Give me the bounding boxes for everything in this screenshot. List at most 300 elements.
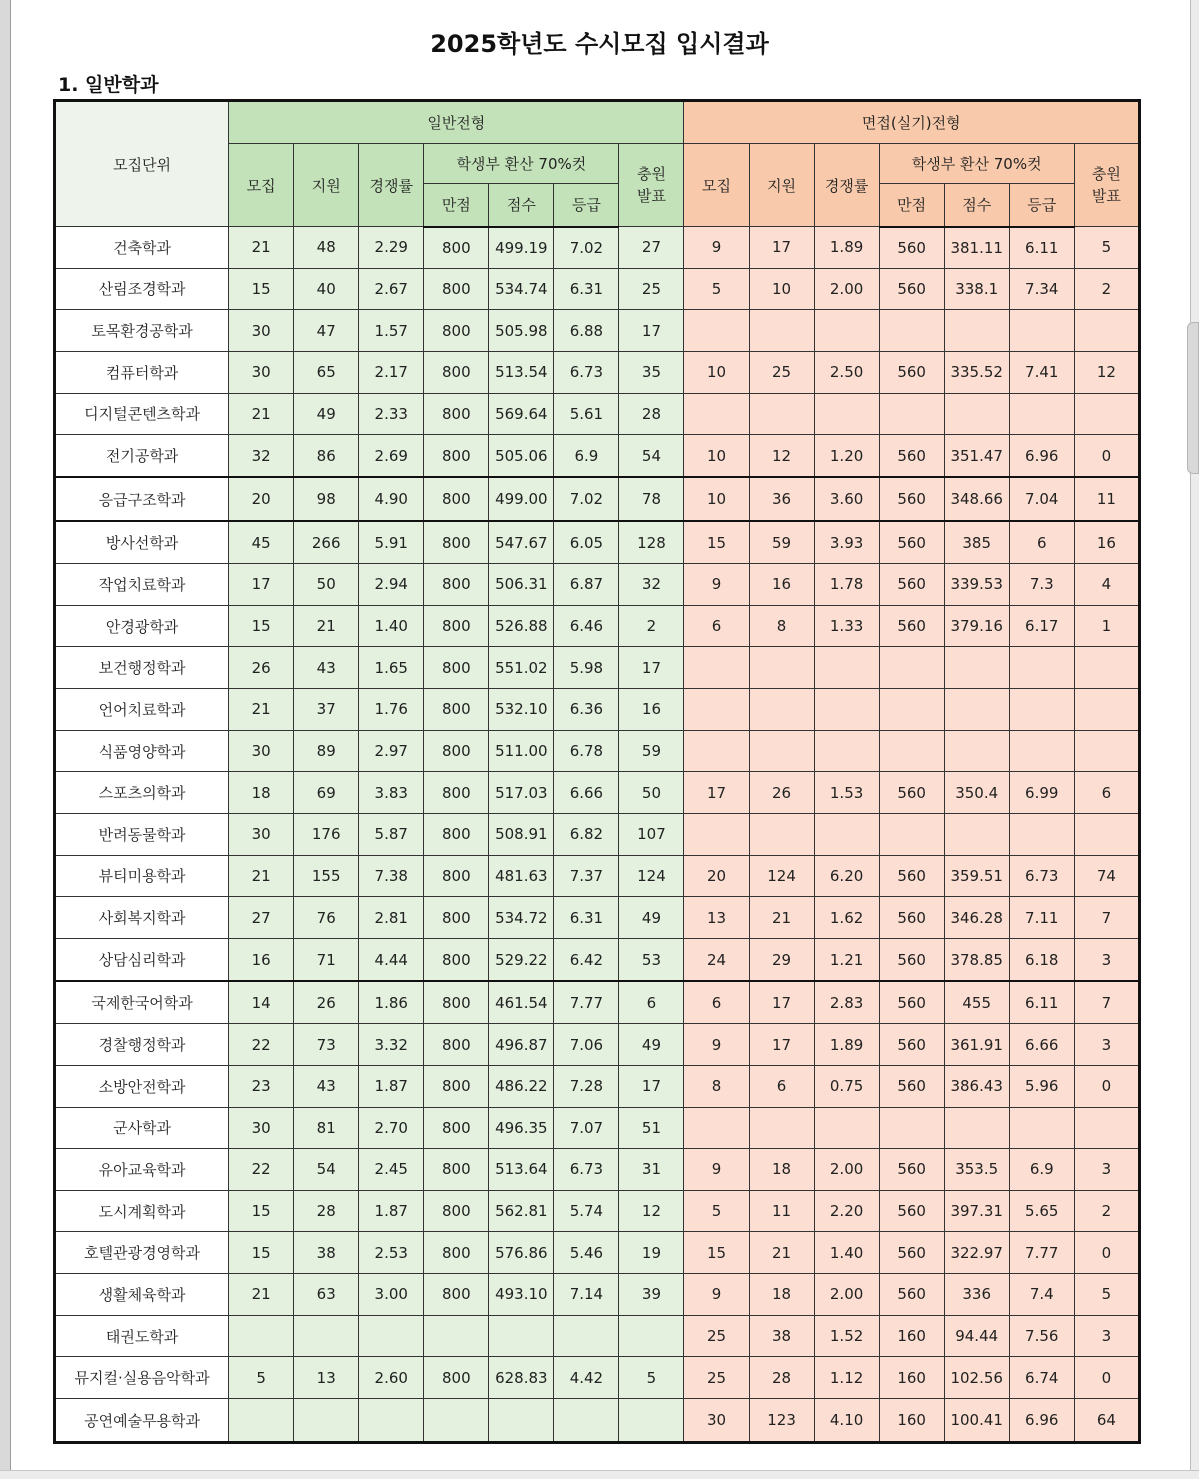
interview-apply-cell <box>749 647 814 689</box>
general-ratio-cell <box>359 1399 424 1443</box>
general-extra-cell <box>619 1315 684 1357</box>
interview-score-cell <box>944 730 1009 772</box>
interview-grade-cell: 7.4 <box>1009 1274 1074 1316</box>
general-apply-cell: 49 <box>294 393 359 435</box>
general-extra-cell: 78 <box>619 477 684 521</box>
general-extra-cell: 17 <box>619 1065 684 1107</box>
interview-ratio-cell: 3.60 <box>814 477 879 521</box>
interview-extra-cell: 5 <box>1074 1274 1139 1316</box>
general-recruit-cell: 23 <box>229 1065 294 1107</box>
table-row <box>55 351 1140 393</box>
general-perfect-cell: 800 <box>424 1274 489 1316</box>
interview-perfect-cell <box>879 1107 944 1149</box>
interview-perfect-cell: 160 <box>879 1399 944 1443</box>
general-ratio-cell: 2.60 <box>359 1357 424 1399</box>
department-name: 건축학과 <box>55 227 229 269</box>
interview-recruit-cell: 10 <box>684 351 749 393</box>
header-general-grade: 등급 <box>554 184 619 227</box>
interview-recruit-cell: 6 <box>684 605 749 647</box>
interview-extra-cell: 0 <box>1074 1232 1139 1274</box>
general-grade-cell: 7.28 <box>554 1065 619 1107</box>
interview-recruit-cell: 6 <box>684 981 749 1024</box>
general-score-cell: 481.63 <box>489 855 554 897</box>
department-name: 토목환경공학과 <box>55 310 229 352</box>
header-interview-grade: 등급 <box>1009 184 1074 227</box>
general-extra-cell: 128 <box>619 521 684 564</box>
interview-recruit-cell: 30 <box>684 1399 749 1443</box>
interview-apply-cell: 18 <box>749 1149 814 1191</box>
general-apply-cell: 40 <box>294 268 359 310</box>
interview-grade-cell <box>1009 393 1074 435</box>
interview-ratio-cell: 4.10 <box>814 1399 879 1443</box>
viewer-right-border <box>1190 0 1191 1479</box>
general-recruit-cell <box>229 1315 294 1357</box>
interview-apply-cell: 16 <box>749 564 814 606</box>
table-row <box>55 689 1140 731</box>
interview-extra-cell: 2 <box>1074 268 1139 310</box>
general-ratio-cell: 1.65 <box>359 647 424 689</box>
interview-grade-cell: 6.96 <box>1009 435 1074 478</box>
general-perfect-cell: 800 <box>424 435 489 478</box>
interview-apply-cell: 124 <box>749 855 814 897</box>
general-score-cell: 508.91 <box>489 814 554 856</box>
general-score-cell: 529.22 <box>489 938 554 981</box>
general-ratio-cell: 3.83 <box>359 772 424 814</box>
general-extra-cell: 124 <box>619 855 684 897</box>
general-apply-cell: 98 <box>294 477 359 521</box>
table-row <box>55 564 1140 606</box>
general-recruit-cell: 22 <box>229 1149 294 1191</box>
department-name: 태권도학과 <box>55 1315 229 1357</box>
interview-grade-cell: 7.34 <box>1009 268 1074 310</box>
header-interview-record70: 학생부 환산 70%컷 <box>879 144 1074 184</box>
interview-grade-cell: 7.04 <box>1009 477 1074 521</box>
general-perfect-cell: 800 <box>424 564 489 606</box>
admission-results-table <box>53 99 1141 1444</box>
department-name: 보건행정학과 <box>55 647 229 689</box>
general-extra-cell: 25 <box>619 268 684 310</box>
general-score-cell: 551.02 <box>489 647 554 689</box>
header-interview-ratio: 경쟁률 <box>814 144 879 227</box>
general-recruit-cell: 5 <box>229 1357 294 1399</box>
table-row <box>55 1357 1140 1399</box>
interview-extra-cell: 11 <box>1074 477 1139 521</box>
general-ratio-cell: 1.76 <box>359 689 424 731</box>
interview-perfect-cell: 560 <box>879 477 944 521</box>
general-extra-cell: 59 <box>619 730 684 772</box>
general-score-cell: 517.03 <box>489 772 554 814</box>
table-row <box>55 1232 1140 1274</box>
interview-extra-cell: 3 <box>1074 1149 1139 1191</box>
interview-perfect-cell: 560 <box>879 1232 944 1274</box>
interview-score-cell: 397.31 <box>944 1190 1009 1232</box>
table-row <box>55 897 1140 939</box>
viewer-left-border <box>10 0 11 1479</box>
general-ratio-cell: 3.32 <box>359 1024 424 1066</box>
department-name: 국제한국어학과 <box>55 981 229 1024</box>
general-apply-cell: 54 <box>294 1149 359 1191</box>
general-ratio-cell: 1.87 <box>359 1190 424 1232</box>
interview-apply-cell: 28 <box>749 1357 814 1399</box>
general-score-cell: 576.86 <box>489 1232 554 1274</box>
general-apply-cell: 43 <box>294 1065 359 1107</box>
interview-recruit-cell: 9 <box>684 1024 749 1066</box>
general-score-cell: 499.00 <box>489 477 554 521</box>
general-extra-cell: 27 <box>619 227 684 269</box>
general-apply-cell: 86 <box>294 435 359 478</box>
general-score-cell: 532.10 <box>489 689 554 731</box>
general-recruit-cell: 26 <box>229 647 294 689</box>
table-row <box>55 1107 1140 1149</box>
general-ratio-cell: 4.90 <box>359 477 424 521</box>
interview-recruit-cell: 9 <box>684 1274 749 1316</box>
interview-grade-cell: 6.73 <box>1009 855 1074 897</box>
department-name: 상담심리학과 <box>55 938 229 981</box>
general-grade-cell <box>554 1399 619 1443</box>
interview-apply-cell: 11 <box>749 1190 814 1232</box>
interview-score-cell: 94.44 <box>944 1315 1009 1357</box>
interview-apply-cell: 59 <box>749 521 814 564</box>
interview-ratio-cell <box>814 393 879 435</box>
interview-grade-cell <box>1009 1107 1074 1149</box>
interview-grade-cell: 6.11 <box>1009 227 1074 269</box>
general-grade-cell: 4.42 <box>554 1357 619 1399</box>
interview-score-cell: 381.11 <box>944 227 1009 269</box>
department-name: 스포츠의학과 <box>55 772 229 814</box>
viewer-bottom-border <box>0 1470 1199 1471</box>
interview-extra-cell: 12 <box>1074 351 1139 393</box>
general-grade-cell: 7.37 <box>554 855 619 897</box>
general-extra-cell: 17 <box>619 647 684 689</box>
table-row <box>55 1024 1140 1066</box>
table-row <box>55 268 1140 310</box>
general-recruit-cell: 21 <box>229 1274 294 1316</box>
interview-extra-cell: 3 <box>1074 938 1139 981</box>
header-interview-perfect: 만점 <box>879 184 944 227</box>
general-grade-cell: 5.98 <box>554 647 619 689</box>
department-name: 식품영양학과 <box>55 730 229 772</box>
general-grade-cell <box>554 1315 619 1357</box>
department-name: 소방안전학과 <box>55 1065 229 1107</box>
interview-recruit-cell: 5 <box>684 268 749 310</box>
interview-ratio-cell <box>814 689 879 731</box>
interview-perfect-cell: 560 <box>879 1024 944 1066</box>
interview-apply-cell: 18 <box>749 1274 814 1316</box>
interview-perfect-cell: 160 <box>879 1315 944 1357</box>
interview-recruit-cell <box>684 1107 749 1149</box>
general-recruit-cell: 30 <box>229 1107 294 1149</box>
general-perfect-cell: 800 <box>424 1107 489 1149</box>
general-grade-cell: 7.06 <box>554 1024 619 1066</box>
interview-apply-cell: 36 <box>749 477 814 521</box>
general-apply-cell: 76 <box>294 897 359 939</box>
general-grade-cell: 6.82 <box>554 814 619 856</box>
general-recruit-cell: 21 <box>229 689 294 731</box>
department-name: 언어치료학과 <box>55 689 229 731</box>
general-apply-cell: 37 <box>294 689 359 731</box>
general-apply-cell: 26 <box>294 981 359 1024</box>
edge-panel-handle[interactable] <box>1187 322 1199 474</box>
general-perfect-cell: 800 <box>424 605 489 647</box>
interview-ratio-cell <box>814 730 879 772</box>
interview-extra-cell: 3 <box>1074 1315 1139 1357</box>
header-general-record70: 학생부 환산 70%컷 <box>424 144 619 184</box>
general-ratio-cell: 2.17 <box>359 351 424 393</box>
department-name: 안경광학과 <box>55 605 229 647</box>
general-ratio-cell: 3.00 <box>359 1274 424 1316</box>
general-grade-cell: 6.73 <box>554 1149 619 1191</box>
general-perfect-cell: 800 <box>424 227 489 269</box>
interview-recruit-cell: 13 <box>684 897 749 939</box>
general-apply-cell: 28 <box>294 1190 359 1232</box>
interview-perfect-cell <box>879 310 944 352</box>
general-apply-cell: 21 <box>294 605 359 647</box>
interview-ratio-cell: 1.53 <box>814 772 879 814</box>
interview-score-cell <box>944 1107 1009 1149</box>
interview-score-cell: 359.51 <box>944 855 1009 897</box>
general-score-cell: 505.98 <box>489 310 554 352</box>
department-name: 뮤지컬·실용음악학과 <box>55 1357 229 1399</box>
interview-grade-cell: 6.66 <box>1009 1024 1074 1066</box>
general-perfect-cell: 800 <box>424 981 489 1024</box>
interview-recruit-cell: 24 <box>684 938 749 981</box>
general-recruit-cell: 20 <box>229 477 294 521</box>
table-row <box>55 1315 1140 1357</box>
general-recruit-cell: 30 <box>229 310 294 352</box>
interview-score-cell <box>944 689 1009 731</box>
general-perfect-cell: 800 <box>424 1065 489 1107</box>
table-row <box>55 605 1140 647</box>
general-grade-cell: 6.31 <box>554 897 619 939</box>
header-general-apply: 지원 <box>294 144 359 227</box>
interview-score-cell: 386.43 <box>944 1065 1009 1107</box>
general-ratio-cell: 5.87 <box>359 814 424 856</box>
header-general-recruit: 모집 <box>229 144 294 227</box>
interview-perfect-cell: 560 <box>879 564 944 606</box>
interview-ratio-cell: 1.78 <box>814 564 879 606</box>
interview-recruit-cell <box>684 647 749 689</box>
general-grade-cell: 6.9 <box>554 435 619 478</box>
general-apply-cell: 63 <box>294 1274 359 1316</box>
table-row <box>55 814 1140 856</box>
general-extra-cell: 49 <box>619 1024 684 1066</box>
general-ratio-cell: 5.91 <box>359 521 424 564</box>
interview-ratio-cell: 2.00 <box>814 268 879 310</box>
interview-extra-cell: 0 <box>1074 435 1139 478</box>
general-ratio-cell: 2.33 <box>359 393 424 435</box>
general-recruit-cell: 18 <box>229 772 294 814</box>
interview-recruit-cell: 8 <box>684 1065 749 1107</box>
general-extra-cell: 6 <box>619 981 684 1024</box>
viewer-right-frame <box>1191 0 1199 1479</box>
interview-grade-cell: 5.65 <box>1009 1190 1074 1232</box>
header-general-extra <box>619 144 684 227</box>
header-interview-extra <box>1074 144 1139 227</box>
interview-extra-cell: 0 <box>1074 1065 1139 1107</box>
interview-score-cell <box>944 393 1009 435</box>
general-perfect-cell <box>424 1399 489 1443</box>
interview-score-cell: 348.66 <box>944 477 1009 521</box>
interview-perfect-cell: 560 <box>879 1149 944 1191</box>
general-apply-cell: 43 <box>294 647 359 689</box>
interview-recruit-cell: 10 <box>684 477 749 521</box>
interview-apply-cell: 29 <box>749 938 814 981</box>
general-perfect-cell: 800 <box>424 393 489 435</box>
general-score-cell: 493.10 <box>489 1274 554 1316</box>
interview-perfect-cell: 560 <box>879 855 944 897</box>
general-score-cell: 547.67 <box>489 521 554 564</box>
department-name: 호텔관광경영학과 <box>55 1232 229 1274</box>
general-perfect-cell: 800 <box>424 1190 489 1232</box>
interview-extra-cell <box>1074 1107 1139 1149</box>
general-grade-cell: 6.05 <box>554 521 619 564</box>
general-perfect-cell: 800 <box>424 647 489 689</box>
general-score-cell: 496.87 <box>489 1024 554 1066</box>
interview-apply-cell: 21 <box>749 1232 814 1274</box>
interview-ratio-cell <box>814 814 879 856</box>
interview-extra-cell: 5 <box>1074 227 1139 269</box>
interview-perfect-cell: 160 <box>879 1357 944 1399</box>
interview-perfect-cell: 560 <box>879 227 944 269</box>
interview-score-cell: 336 <box>944 1274 1009 1316</box>
interview-score-cell: 102.56 <box>944 1357 1009 1399</box>
general-ratio-cell: 2.94 <box>359 564 424 606</box>
general-extra-cell: 12 <box>619 1190 684 1232</box>
interview-ratio-cell: 6.20 <box>814 855 879 897</box>
interview-score-cell: 339.53 <box>944 564 1009 606</box>
interview-ratio-cell: 2.50 <box>814 351 879 393</box>
interview-perfect-cell: 560 <box>879 1065 944 1107</box>
general-score-cell: 486.22 <box>489 1065 554 1107</box>
interview-perfect-cell: 560 <box>879 1274 944 1316</box>
interview-grade-cell: 5.96 <box>1009 1065 1074 1107</box>
general-apply-cell: 71 <box>294 938 359 981</box>
general-ratio-cell: 1.57 <box>359 310 424 352</box>
interview-extra-cell: 7 <box>1074 981 1139 1024</box>
header-interview: 면접(실기)전형 <box>684 101 1140 144</box>
general-apply-cell: 65 <box>294 351 359 393</box>
interview-grade-cell: 6.18 <box>1009 938 1074 981</box>
interview-apply-cell: 17 <box>749 1024 814 1066</box>
interview-recruit-cell: 15 <box>684 1232 749 1274</box>
interview-perfect-cell: 560 <box>879 981 944 1024</box>
interview-recruit-cell: 20 <box>684 855 749 897</box>
interview-apply-cell <box>749 393 814 435</box>
general-grade-cell: 7.02 <box>554 477 619 521</box>
interview-perfect-cell <box>879 814 944 856</box>
general-extra-cell: 32 <box>619 564 684 606</box>
interview-grade-cell: 6.9 <box>1009 1149 1074 1191</box>
interview-apply-cell: 26 <box>749 772 814 814</box>
general-recruit-cell: 15 <box>229 1232 294 1274</box>
department-name: 군사학과 <box>55 1107 229 1149</box>
interview-grade-cell: 7.41 <box>1009 351 1074 393</box>
general-ratio-cell: 1.40 <box>359 605 424 647</box>
interview-recruit-cell: 9 <box>684 564 749 606</box>
general-recruit-cell: 16 <box>229 938 294 981</box>
general-perfect-cell: 800 <box>424 1357 489 1399</box>
interview-apply-cell: 10 <box>749 268 814 310</box>
general-perfect-cell: 800 <box>424 772 489 814</box>
interview-apply-cell: 25 <box>749 351 814 393</box>
interview-grade-cell: 6.11 <box>1009 981 1074 1024</box>
interview-ratio-cell: 1.12 <box>814 1357 879 1399</box>
interview-score-cell: 338.1 <box>944 268 1009 310</box>
interview-grade-cell <box>1009 689 1074 731</box>
general-apply-cell: 266 <box>294 521 359 564</box>
general-grade-cell: 7.02 <box>554 227 619 269</box>
interview-perfect-cell: 560 <box>879 521 944 564</box>
general-grade-cell: 6.36 <box>554 689 619 731</box>
interview-apply-cell <box>749 730 814 772</box>
general-grade-cell: 6.87 <box>554 564 619 606</box>
general-recruit-cell: 27 <box>229 897 294 939</box>
table-row <box>55 477 1140 521</box>
interview-perfect-cell: 560 <box>879 605 944 647</box>
interview-recruit-cell: 5 <box>684 1190 749 1232</box>
general-apply-cell: 13 <box>294 1357 359 1399</box>
interview-apply-cell <box>749 689 814 731</box>
table-row <box>55 1190 1140 1232</box>
general-ratio-cell: 2.81 <box>359 897 424 939</box>
interview-perfect-cell: 560 <box>879 897 944 939</box>
general-score-cell: 499.19 <box>489 227 554 269</box>
general-score-cell: 526.88 <box>489 605 554 647</box>
department-name: 디지털콘텐츠학과 <box>55 393 229 435</box>
interview-ratio-cell: 1.21 <box>814 938 879 981</box>
general-score-cell <box>489 1399 554 1443</box>
interview-score-cell: 346.28 <box>944 897 1009 939</box>
general-recruit-cell: 21 <box>229 227 294 269</box>
general-grade-cell: 6.73 <box>554 351 619 393</box>
interview-extra-cell: 7 <box>1074 897 1139 939</box>
general-ratio-cell: 2.69 <box>359 435 424 478</box>
interview-apply-cell <box>749 814 814 856</box>
general-extra-cell: 19 <box>619 1232 684 1274</box>
interview-score-cell: 350.4 <box>944 772 1009 814</box>
general-perfect-cell: 800 <box>424 1024 489 1066</box>
table-row <box>55 310 1140 352</box>
general-perfect-cell: 800 <box>424 477 489 521</box>
interview-perfect-cell <box>879 647 944 689</box>
general-apply-cell: 69 <box>294 772 359 814</box>
interview-recruit-cell <box>684 689 749 731</box>
table-row <box>55 393 1140 435</box>
general-perfect-cell: 800 <box>424 268 489 310</box>
general-apply-cell: 81 <box>294 1107 359 1149</box>
interview-score-cell: 361.91 <box>944 1024 1009 1066</box>
interview-ratio-cell: 1.20 <box>814 435 879 478</box>
header-interview-apply: 지원 <box>749 144 814 227</box>
interview-extra-cell <box>1074 689 1139 731</box>
department-name: 도시계획학과 <box>55 1190 229 1232</box>
interview-grade-cell: 6.96 <box>1009 1399 1074 1443</box>
interview-recruit-cell: 25 <box>684 1315 749 1357</box>
general-score-cell: 513.54 <box>489 351 554 393</box>
table-row <box>55 647 1140 689</box>
interview-grade-cell <box>1009 730 1074 772</box>
table-body <box>55 227 1140 1443</box>
interview-score-cell: 385 <box>944 521 1009 564</box>
general-perfect-cell: 800 <box>424 855 489 897</box>
general-ratio-cell: 2.53 <box>359 1232 424 1274</box>
viewer-bottom-frame <box>0 1471 1199 1479</box>
general-grade-cell: 5.61 <box>554 393 619 435</box>
interview-perfect-cell: 560 <box>879 268 944 310</box>
general-extra-cell: 39 <box>619 1274 684 1316</box>
general-grade-cell: 6.46 <box>554 605 619 647</box>
table-row <box>55 1065 1140 1107</box>
